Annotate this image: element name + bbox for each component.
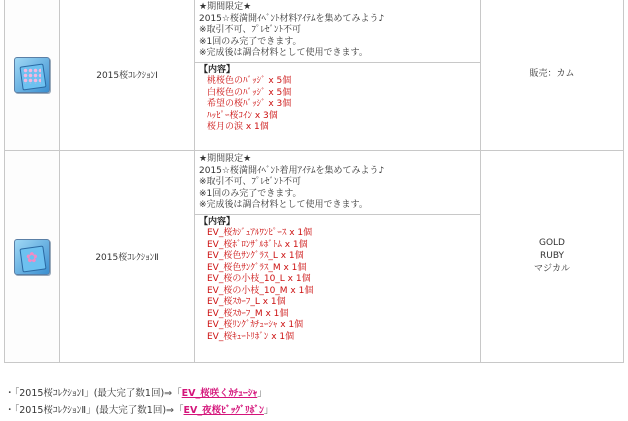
material-item: EV_桜ｷｭｰﾄﾘﾎﾞﾝ x 1個 bbox=[207, 331, 295, 342]
material-item: EV_桜ﾘﾝｸﾞｶﾁｭｰｼｬ x 1個 bbox=[207, 320, 304, 330]
reward-item-link[interactable]: EV_夜桜ﾋﾞｯｸﾞﾘﾎﾞﾝ bbox=[183, 405, 264, 416]
item-icon-cell bbox=[5, 151, 60, 363]
item-description bbox=[195, 151, 481, 363]
reward-note-prefix: ・「2015桜ｺﾚｸｼｮﾝⅡ」(最大完了数1回)⇒「 bbox=[5, 405, 184, 416]
collection-book-icon bbox=[14, 57, 50, 93]
material-item: 桃桜色のﾊﾞｯｼﾞ x 5個 bbox=[207, 76, 292, 86]
contents-label: 【内容】 bbox=[199, 64, 236, 75]
source-line: 販売：カム bbox=[529, 69, 575, 79]
desc-line: ※完成後は調合材料として使用できます。 bbox=[199, 48, 368, 58]
material-item: EV_桜ｶｼﾞｭｱﾙﾜﾝﾋﾟｰｽ x 1個 bbox=[207, 228, 313, 238]
source-line: RUBY bbox=[539, 251, 565, 261]
desc-line: ※1回のみ完了できます。 bbox=[199, 36, 302, 47]
desc-line: ★期間限定★ bbox=[199, 2, 252, 12]
source-line: マジカル bbox=[533, 264, 570, 274]
material-item: EV_桜色ｻﾝｸﾞﾗｽ_L x 1個 bbox=[207, 251, 304, 261]
desc-line: ※取引不可、ﾌﾟﾚｾﾞﾝﾄ不可 bbox=[199, 177, 302, 187]
reward-note bbox=[5, 402, 273, 416]
contents-label: 【内容】 bbox=[199, 216, 236, 227]
material-item: 白桜色のﾊﾞｯｼﾞ x 5個 bbox=[207, 87, 292, 98]
reward-note bbox=[5, 385, 267, 399]
material-item: 桜月の涙 x 1個 bbox=[207, 122, 269, 132]
material-item: EV_桜色ｻﾝｸﾞﾗｽ_M x 1個 bbox=[207, 262, 307, 273]
desc-line: ※完成後は調合材料として使用できます。 bbox=[199, 200, 368, 210]
item-source bbox=[481, 151, 624, 363]
material-item: EV_桜の小枝_10_L x 1個 bbox=[207, 274, 311, 284]
material-item: EV_桜ｽｶｰﾌ_L x 1個 bbox=[207, 297, 286, 307]
item-name: 2015桜ｺﾚｸｼｮﾝⅠ bbox=[60, 0, 195, 151]
material-item: EV_桜の小枝_10_M x 1個 bbox=[207, 285, 314, 296]
desc-line: ※1回のみ完了できます。 bbox=[199, 188, 302, 199]
collection-book-icon: ✿ bbox=[14, 239, 50, 275]
material-item: ﾊｯﾋﾟｰ桜ｺｲﾝ x 3個 bbox=[207, 110, 278, 121]
reward-note-suffix: 」 bbox=[257, 388, 267, 399]
table-row bbox=[5, 151, 624, 363]
reward-item-link[interactable]: EV_桜咲くｶﾁｭｰｼｬ bbox=[181, 388, 258, 399]
desc-line: ※取引不可、ﾌﾟﾚｾﾞﾝﾄ不可 bbox=[199, 25, 302, 35]
reward-note-prefix: ・「2015桜ｺﾚｸｼｮﾝⅠ」(最大完了数1回)⇒「 bbox=[5, 388, 182, 399]
table-row bbox=[5, 0, 624, 151]
source-line: GOLD bbox=[538, 238, 565, 248]
item-description bbox=[195, 0, 481, 151]
desc-line: 2015☆桜満開ｲﾍﾞﾝﾄ材料ｱｲﾃﾑを集めてみよう♪ bbox=[199, 13, 385, 24]
desc-line: 2015☆桜満開ｲﾍﾞﾝﾄ着用ｱｲﾃﾑを集めてみよう♪ bbox=[199, 165, 385, 176]
material-item: 希望の桜ﾊﾞｯｼﾞ x 3個 bbox=[207, 99, 292, 109]
item-name: 2015桜ｺﾚｸｼｮﾝⅡ bbox=[60, 151, 195, 363]
material-item: EV_桜ﾎﾞﾛﾝｻﾞﾙﾎﾞﾄﾑ x 1個 bbox=[207, 239, 308, 250]
item-table bbox=[4, 0, 624, 363]
reward-note-suffix: 」 bbox=[263, 405, 274, 416]
item-icon-cell bbox=[5, 0, 60, 151]
material-item: EV_桜ｽｶｰﾌ_M x 1個 bbox=[207, 308, 289, 319]
desc-line: ★期間限定★ bbox=[199, 154, 252, 164]
item-source bbox=[481, 0, 624, 151]
